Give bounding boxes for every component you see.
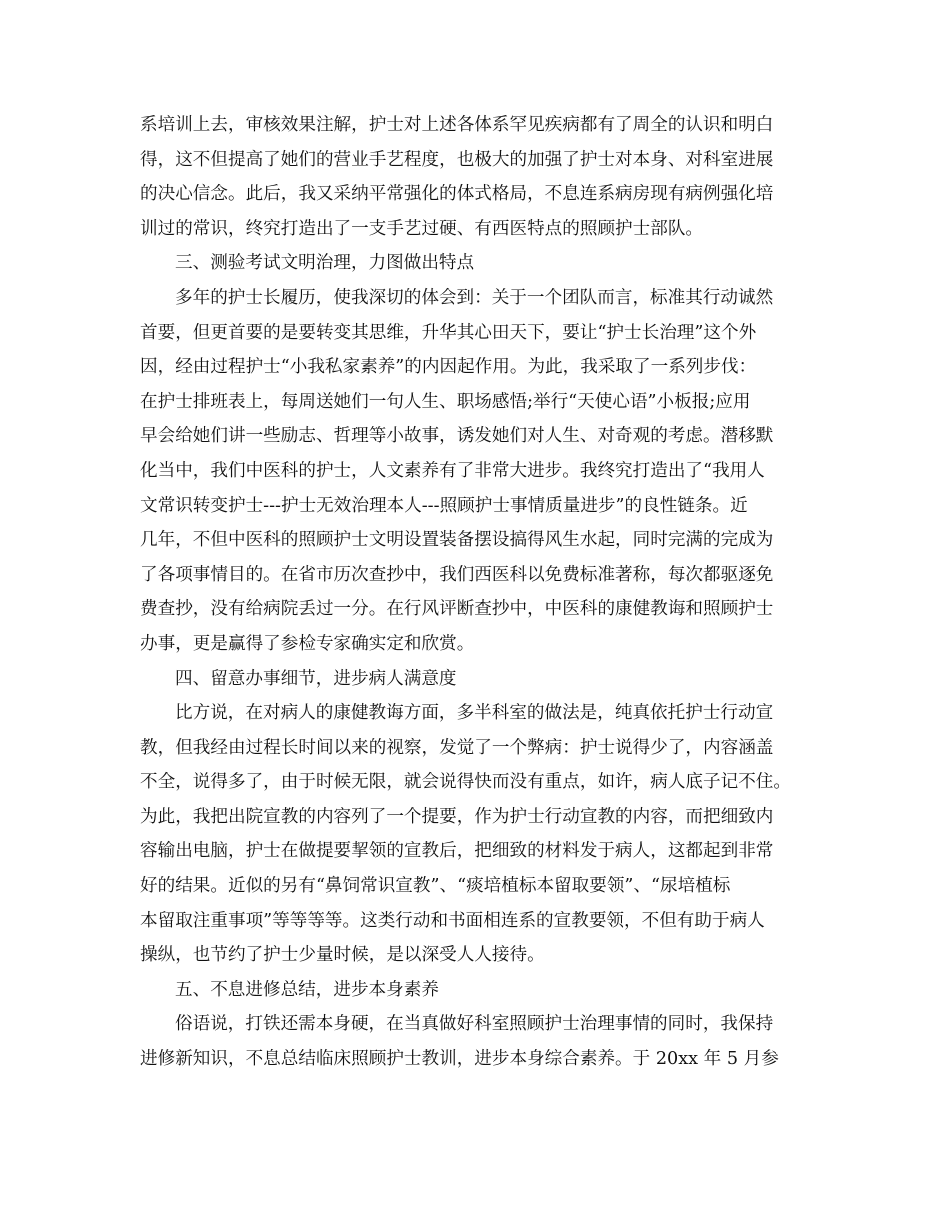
text-line: 的决心信念。此后，我又采纳平常强化的体式格局，不息连系病房现有病例强化培 <box>140 184 774 205</box>
text-line: 得，这不但提高了她们的营业手艺程度，也极大的加强了护士对本身、对科室进展 <box>140 149 774 170</box>
paragraph-start-line: 五、不息进修总结，进步本身素养 <box>175 979 439 1000</box>
text-line: 首要，但更首要的是要转变其思维，升华其心田天下，要让“护士长治理”这个外 <box>140 322 757 343</box>
text-line: 系培训上去，审核效果注解，护士对上述各体系罕见疾病都有了周全的认识和明白 <box>140 115 774 135</box>
paragraph-start-line: 俗语说，打铁还需本身硬，在当真做好科室照顾护士治理事情的同时，我保持 <box>175 1014 774 1035</box>
text-line: 早会给她们讲一些励志、哲理等小故事，诱发她们对人生、对奇观的考虑。潜移默 <box>140 426 774 447</box>
text-line: 本留取注重事项”等等等等。这类行动和书面相连系的宣教要领，不但有助于病人 <box>140 910 765 931</box>
paragraph-start-line: 比方说，在对病人的康健教诲方面，多半科室的做法是，纯真依托护士行动宣 <box>175 703 774 724</box>
text-line: 在护士排班表上，每周送她们一句人生、职场感悟;举行“天使心语”小板报;应用 <box>140 391 751 412</box>
text-line: 训过的常识，终究打造出了一支手艺过硬、有西医特点的照顾护士部队。 <box>140 218 704 239</box>
text-line: 费查抄，没有给病院丢过一分。在行风评断查抄中，中医科的康健教诲和照顾护士 <box>140 599 774 620</box>
text-line: 好的结果。近似的另有“鼻饲常识宣教”、“痰培植标本留取要领”、“尿培植标 <box>140 876 731 897</box>
text-line: 化当中，我们中医科的护士，人文素养有了非常大进步。我终究打造出了“我用人 <box>140 460 765 481</box>
paragraph-start-line: 多年的护士长履历，使我深切的体会到：关于一个团队而言，标准其行动诚然 <box>175 287 774 308</box>
document-body <box>140 108 810 1077</box>
text-line: 不全，说得多了，由于时候无限，就会说得快而没有重点，如许，病人底子记不住。 <box>140 772 791 793</box>
text-line: 办事，更是赢得了参检专家确实定和欣赏。 <box>140 633 475 654</box>
text-line: 教，但我经由过程长时间以来的视察，发觉了一个弊病：护士说得少了，内容涵盖 <box>140 737 774 758</box>
text-line: 为此，我把出院宣教的内容列了一个提要，作为护士行动宣教的内容，而把细致内 <box>140 806 774 827</box>
text-line: 因，经由过程护士“小我私家素养”的内因起作用。为此，我采取了一系列步伐： <box>140 357 757 378</box>
text-line: 进修新知识，不息总结临床照顾护士教训，进步本身综合素养。于 20xx 年 5 月参 <box>140 1049 779 1070</box>
text-line: 几年，不但中医科的照顾护士文明设置装备摆设搞得风生水起，同时完满的完成为 <box>140 530 774 551</box>
paragraph-start-line: 四、留意办事细节，进步病人满意度 <box>175 668 457 689</box>
paragraph-start-line: 三、测验考试文明治理，力图做出特点 <box>175 253 475 274</box>
text-line: 了各项事情目的。在省市历次查抄中，我们西医科以免费标准著称，每次都驱逐免 <box>140 564 774 585</box>
text-line: 容输出电脑，护士在做提要挈领的宣教后，把细致的材料发于病人，这都起到非常 <box>140 841 774 862</box>
text-line: 文常识转变护士---护士无效治理本人---照顾护士事情质量进步”的良性链条。近 <box>140 495 748 516</box>
text-line: 操纵，也节约了护士少量时候，是以深受人人接待。 <box>140 945 545 966</box>
